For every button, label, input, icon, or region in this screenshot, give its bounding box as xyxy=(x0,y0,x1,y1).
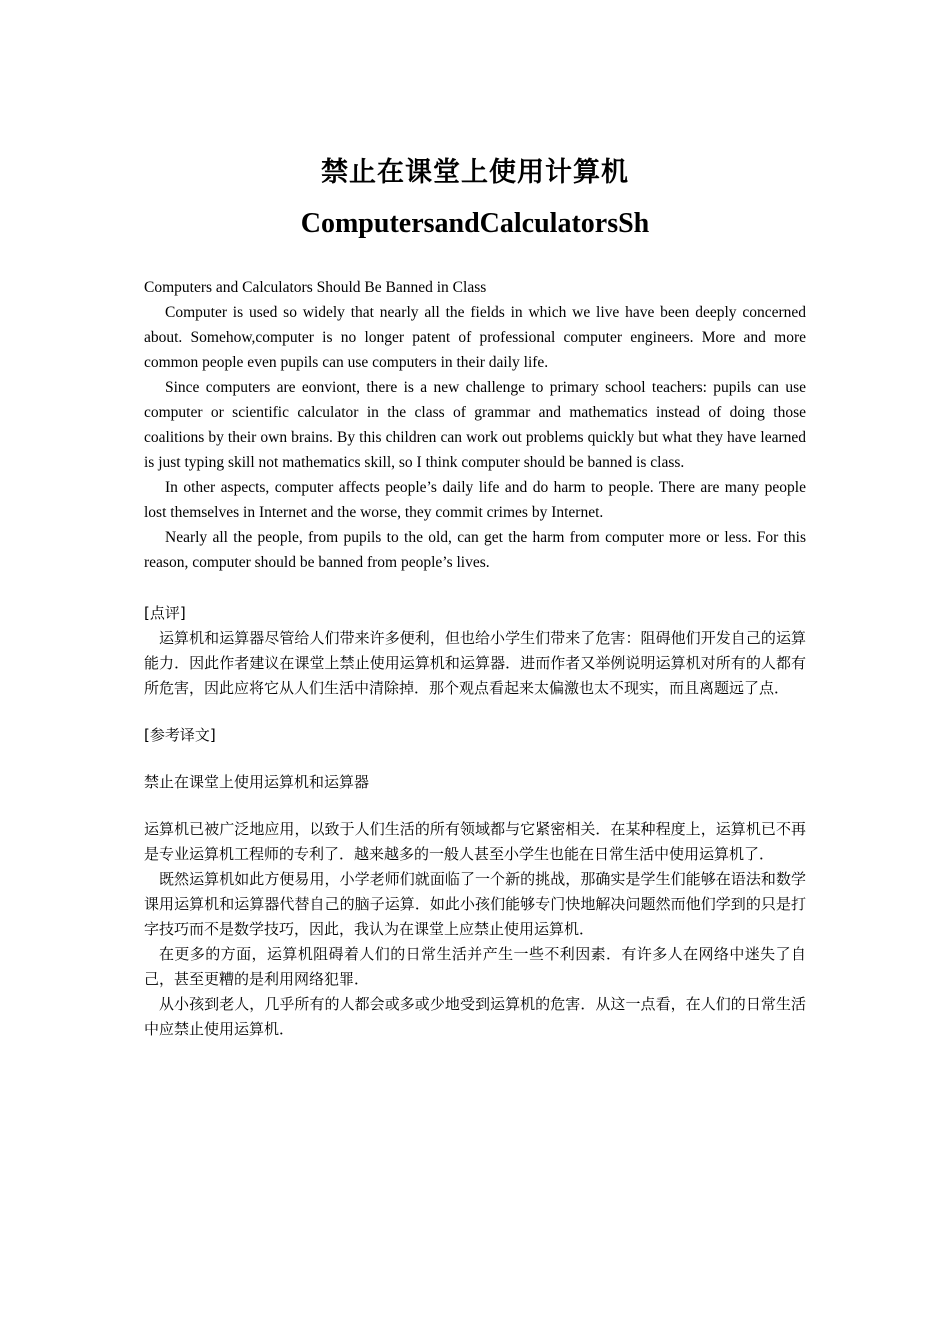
section-spacer xyxy=(144,701,806,723)
translation-paragraph: 从小孩到老人，几乎所有的人都会或多或少地受到运算机的危害．从这一点看，在人们的日常生活中应禁止使用运算机． xyxy=(144,995,806,1038)
document-title-english: ComputersandCalculatorsSh xyxy=(300,208,650,239)
translation-paragraph: 既然运算机如此方便易用，小学老师们就面临了一个新的挑战，那确实是学生们能够在语法和数学课用运算机和运算器代替自己的脑子运算．如此小孩们能够专门快地解决问题然而他们学到的只是打字技巧而不是数学技巧，因此，我认为在课堂上应禁止使用运算机． xyxy=(144,870,806,938)
essay-paragraph: In other aspects, computer affects people’s daily life and do harm to people. There are many people lost themselves in Internet and the worse, they commit crimes by Internet. xyxy=(144,479,806,521)
document-title-chinese: 禁止在课堂上使用计算机 xyxy=(321,157,629,188)
essay-paragraph: Computer is used so widely that nearly all the fields in which we live have been deeply concerned about. Somehow,computer is no longer patent of professional computer engineers. More and more common people even pupils can use computers in their daily life. xyxy=(144,304,806,371)
translation-label: [参考译文] xyxy=(144,726,216,744)
document-body xyxy=(144,275,806,1042)
translation-paragraph: 在更多的方面，运算机阻碍着人们的日常生活并产生一些不利因素．有许多人在网络中迷失了自己，甚至更糟的是利用网络犯罪． xyxy=(144,945,806,988)
translation-title: 禁止在课堂上使用运算机和运算器 xyxy=(144,773,370,791)
essay-paragraph: Since computers are eonviont, there is a new challenge to primary school teachers: pupils can use computer or scientific calculator in the class of grammar and mathematics instead of doing those coalitions by their own brains. By this children can work out problems quickly but what they have learned is just typing skill not mathematics skill, so I think computer should be banned is class. xyxy=(144,379,806,471)
translation-paragraph: 运算机已被广泛地应用，以致于人们生活的所有领域都与它紧密相关．在某种程度上，运算机已不再是专业运算机工程师的专利了．越来越多的一般人甚至小学生也能在日常生活中使用运算机了． xyxy=(144,820,806,863)
section-spacer xyxy=(144,795,806,817)
essay-paragraph: Nearly all the people, from pupils to the old, can get the harm from computer more or less. For this reason, computer should be banned from people’s lives. xyxy=(144,529,806,571)
essay-heading: Computers and Calculators Should Be Banned in Class xyxy=(144,279,487,296)
comment-text: 运算机和运算器尽管给人们带来许多便利，但也给小学生们带来了危害：阻碍他们开发自己的运算能力．因此作者建议在课堂上禁止使用运算机和运算器．进而作者又举例说明运算机对所有的人都有所危害，因此应将它从人们生活中清除掉．那个观点看起来太偏激也太不现实，而且离题远了点． xyxy=(144,629,806,697)
section-spacer xyxy=(144,748,806,770)
comment-label: [点评] xyxy=(144,604,186,622)
section-spacer xyxy=(144,575,806,601)
